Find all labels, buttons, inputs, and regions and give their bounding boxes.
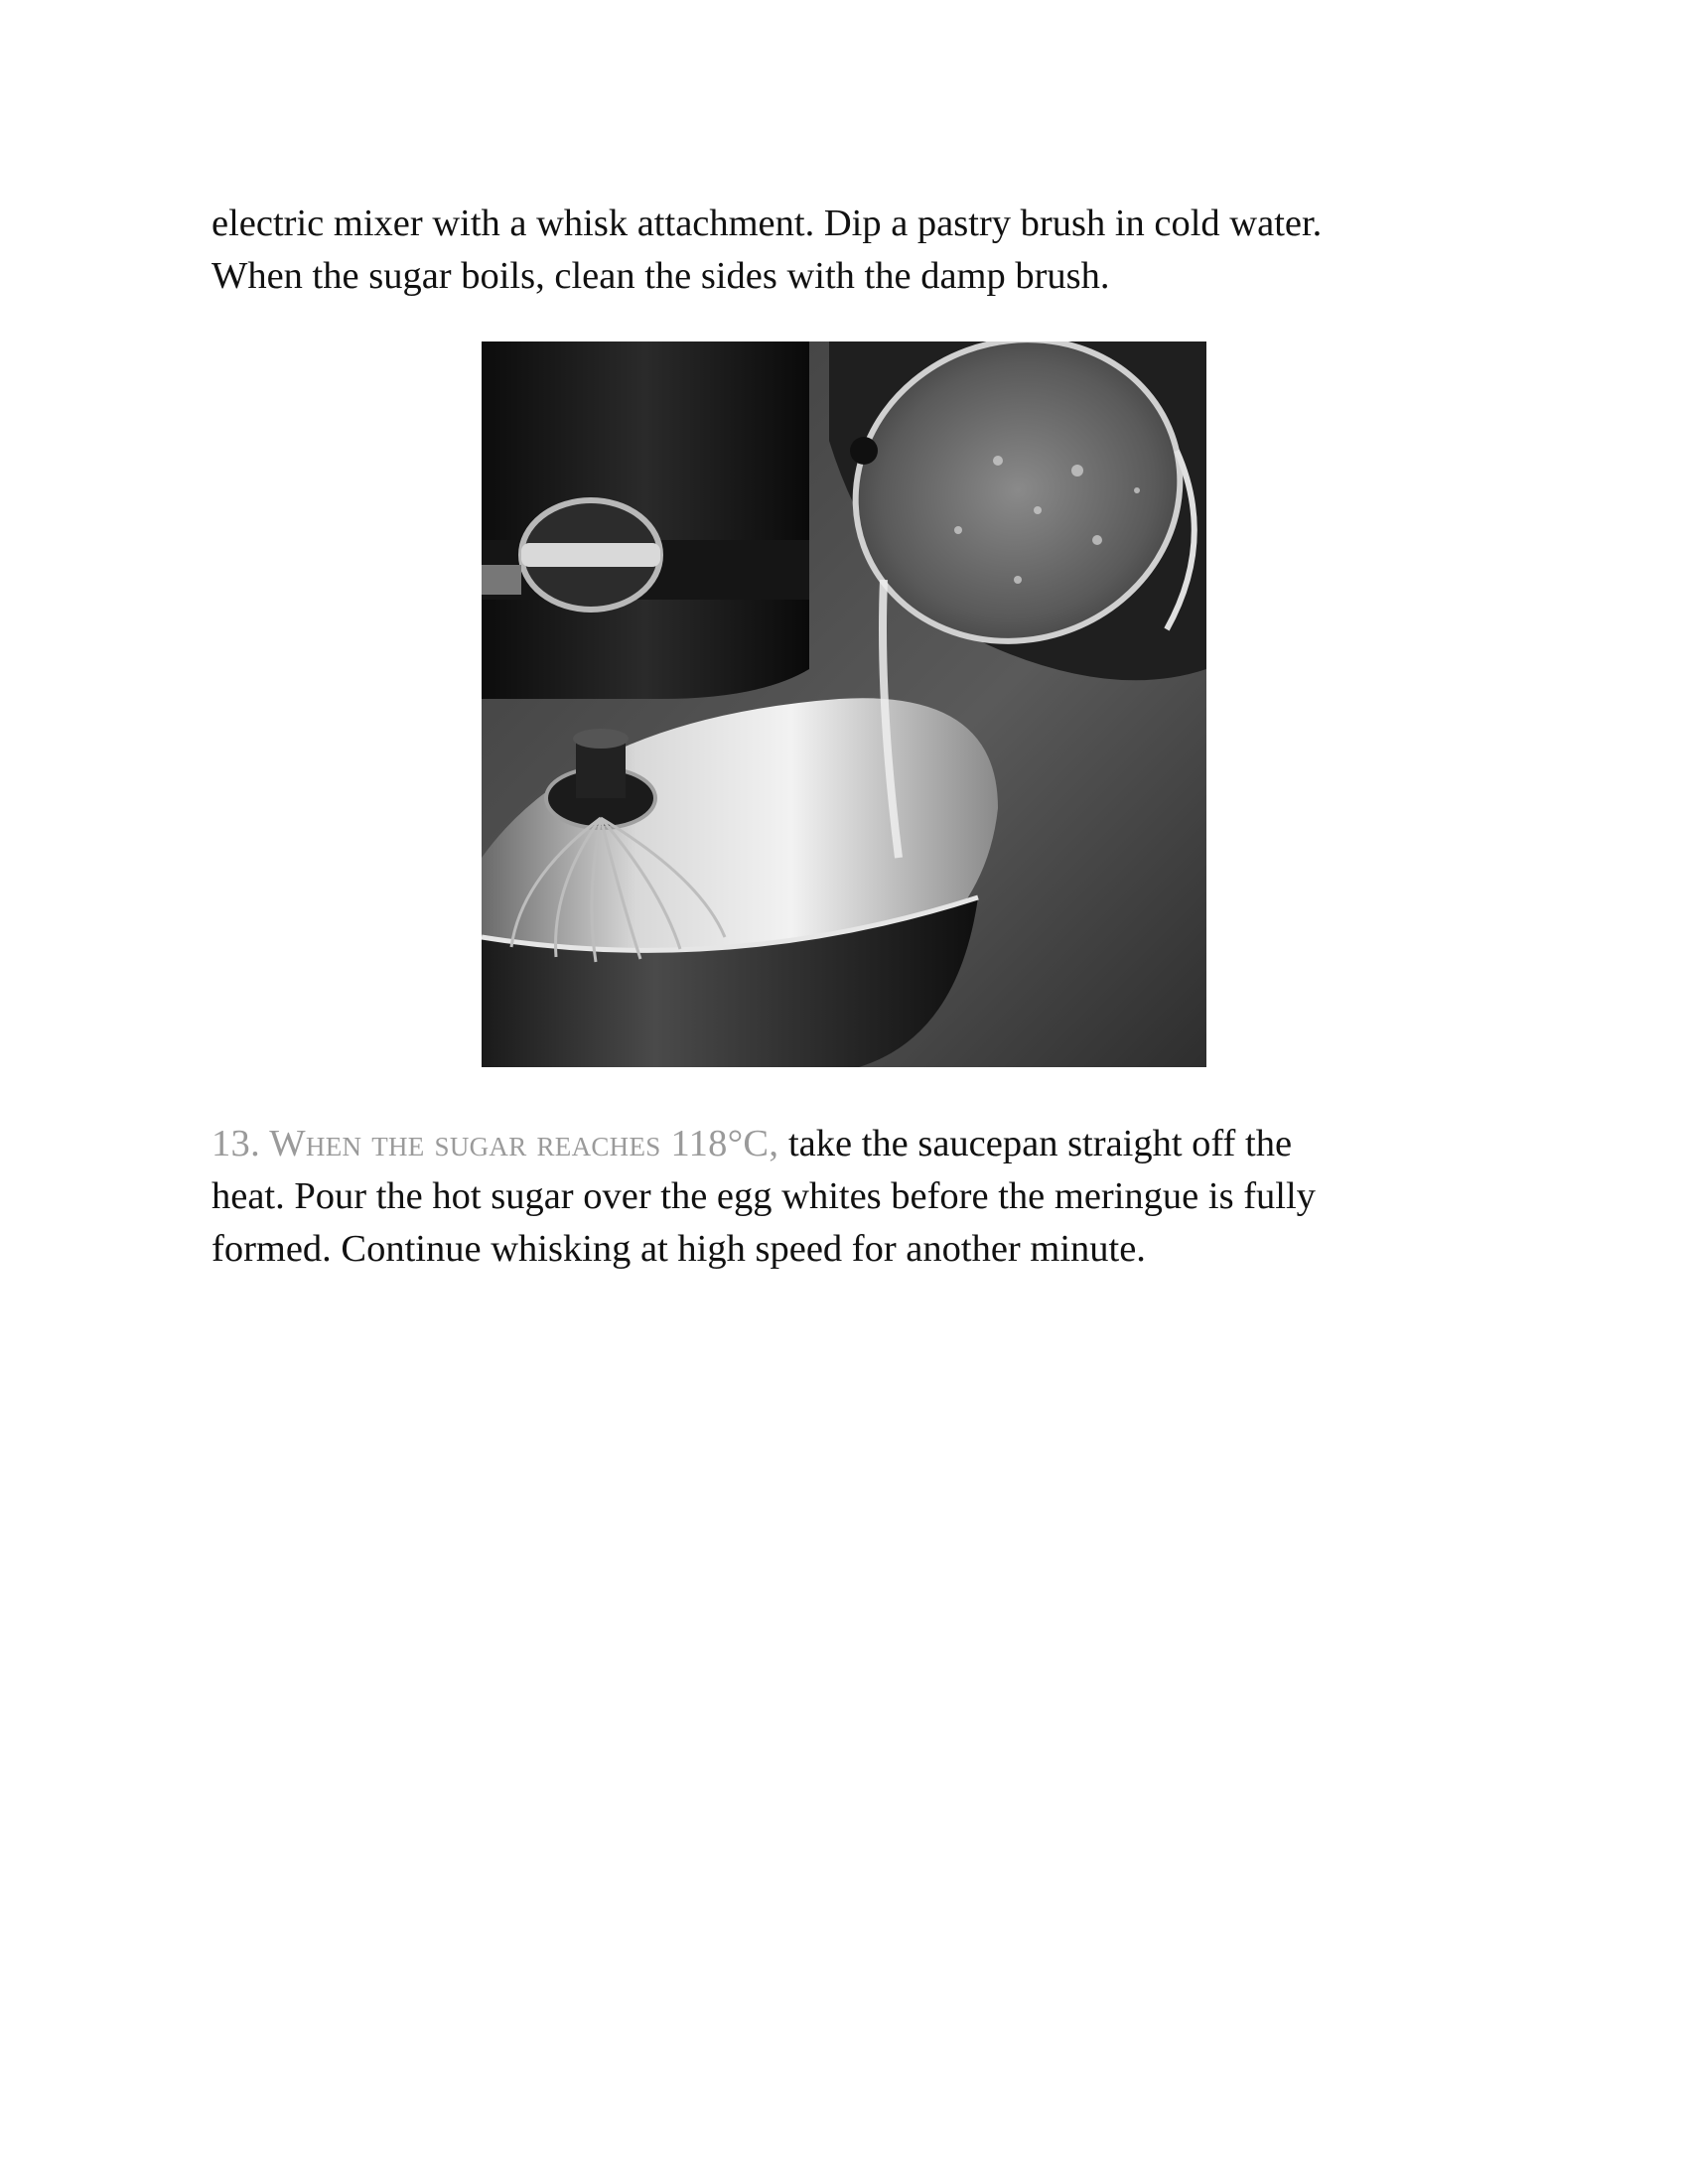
paragraph-line: formed. Continue whisking at high speed for another minute. bbox=[211, 1228, 1146, 1270]
mixer-saucepan-photo bbox=[482, 341, 1206, 1067]
instruction-paragraph-step-13 bbox=[211, 1118, 1502, 1276]
step-text: take the saucepan straight off the bbox=[778, 1123, 1293, 1164]
paragraph-line: When the sugar boils, clean the sides with the damp brush. bbox=[211, 255, 1110, 297]
step-heading: 13. When the sugar reaches 118°C, bbox=[211, 1123, 779, 1164]
paragraph-line: electric mixer with a whisk attachment. Dip a pastry brush in cold water. bbox=[211, 203, 1323, 244]
paragraph-line bbox=[211, 1118, 1502, 1170]
instruction-paragraph-top bbox=[211, 198, 1502, 303]
paragraph-line: heat. Pour the hot sugar over the egg whites before the meringue is fully bbox=[211, 1175, 1316, 1217]
